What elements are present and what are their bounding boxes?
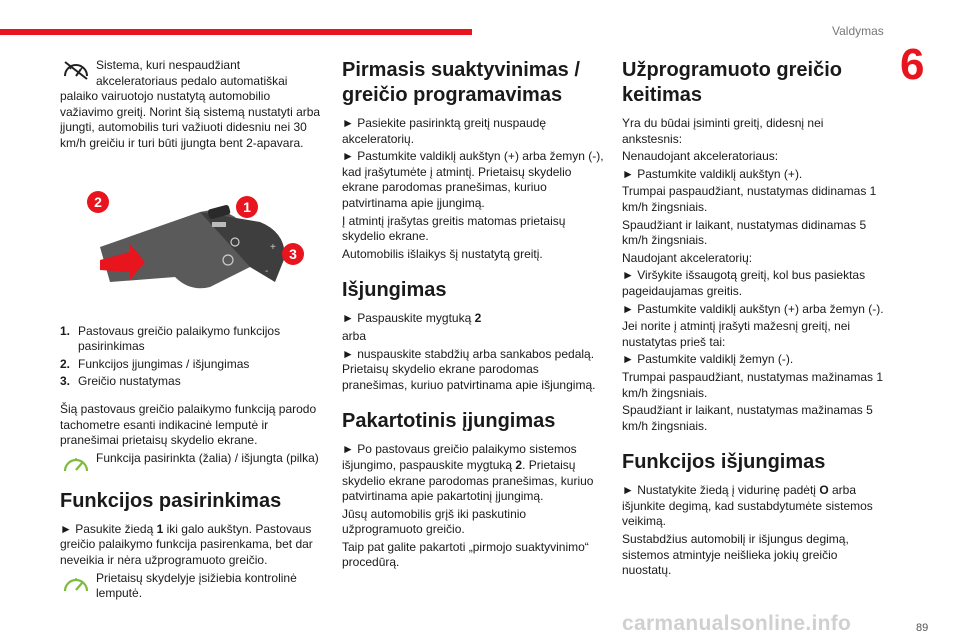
heading-speed-change: Užprogramuoto greičio keitimas bbox=[622, 59, 843, 106]
callout-3-label: 3 bbox=[289, 245, 297, 262]
off-line: ► nuspauskite stabdžių arba sankabos pedalą. Prietaisų skydelio ekrane parodomas pranešimas, kuriuo patvirtinama apie išjungimą. bbox=[342, 346, 596, 392]
column-2 bbox=[342, 58, 604, 573]
prog-line: Yra du būdai įsiminti greitį, didesnį nei ankstesnis: bbox=[622, 116, 824, 146]
heading-first-activation: Pirmasis suaktyvinimas / greičio programavimas bbox=[342, 59, 580, 106]
prog-line: Nenaudojant akceleratoriaus: bbox=[622, 149, 779, 164]
speedometer-green-icon bbox=[60, 451, 92, 475]
prog-line: ► Pastumkite valdiklį aukštyn (+) arba žemyn (-). bbox=[622, 301, 884, 316]
indicator-paragraph: Šią pastovaus greičio palaikymo funkciją parodo tachometre esanti indikacinė lemputė ir pranešimai prietaisų skydelio ekrane. bbox=[60, 401, 317, 448]
note-function-state-text: Funkcija pasirinkta (žalia) / išjungta (pilka) bbox=[96, 450, 319, 465]
prog-line: Spaudžiant ir laikant, nustatymas didinamas 5 km/h žingsniais. bbox=[622, 217, 867, 248]
prog-line: Naudojant akceleratorių: bbox=[622, 250, 753, 265]
off-or: arba bbox=[342, 328, 367, 343]
prog-line: ► Viršykite išsaugotą greitį, kol bus pasiektas pageidaujamas greitis. bbox=[622, 268, 866, 298]
legend-item: 1. Pastovaus greičio palaikymo funkcijos pasirinkimas bbox=[60, 323, 281, 354]
disable-line: ► Nustatykite žiedą į vidurinę padėtį O arba išjunkite degimą, kad sustabdytumėte sistemos veikimą. bbox=[622, 483, 873, 529]
chapter-number: 6 bbox=[900, 40, 925, 89]
column-1 bbox=[60, 58, 324, 602]
speedometer-green-icon bbox=[60, 571, 92, 595]
heading-function-selection: Funkcijos pasirinkimas bbox=[60, 489, 282, 512]
prog-line: Spaudžiant ir laikant, nustatymas mažinamas 5 km/h žingsniais. bbox=[622, 403, 873, 433]
re-line: ► Po pastovaus greičio palaikymo sistemos išjungimo, paspauskite mygtuką 2. Prietaisų skydelio ekrane parodomas pranešimas, kuriuo patvirtinama apie pakartotinį įjungimą. bbox=[342, 442, 594, 504]
note-warning-lamp bbox=[60, 571, 324, 602]
note-cruise-system bbox=[60, 58, 324, 152]
note-warning-lamp-text: Prietaisų skydelyje įsižiebia kontrolinė lemputė. bbox=[96, 570, 297, 601]
cruise-control-stalk-illustration bbox=[60, 162, 324, 312]
prog-line: ► Pastumkite valdiklį aukštyn (+). bbox=[622, 166, 803, 181]
off-line: ► Paspauskite mygtuką 2 bbox=[342, 311, 482, 326]
legend-item: 2. Funkcijos įjungimas / išjungimas bbox=[60, 356, 250, 371]
illustration-legend bbox=[60, 324, 324, 390]
prog-line: ► Pastumkite valdiklį žemyn (-). bbox=[622, 352, 794, 367]
re-line: Taip pat galite pakartoti „pirmojo suaktyvinimo“ procedūrą. bbox=[342, 539, 589, 570]
header-accent-bar bbox=[0, 29, 472, 35]
first-line: Į atmintį įrašytas greitis matomas prietaisų skydelio ekrane. bbox=[342, 213, 566, 244]
re-line: Jūsų automobilis grįš iki paskutinio užprogramuoto greičio. bbox=[342, 506, 527, 537]
disable-line: Sustabdžius automobilį ir išjungus degimą, sistemos atmintyje neišlieka jokių greičio nuostatų. bbox=[622, 532, 849, 578]
heading-function-disable: Funkcijos išjungimas bbox=[622, 451, 826, 474]
heading-deactivation: Išjungimas bbox=[342, 279, 447, 302]
column-3 bbox=[622, 58, 884, 581]
first-line: Automobilis išlaikys šį nustatytą greitį. bbox=[342, 246, 543, 261]
prog-line: Trumpai paspaudžiant, nustatymas mažinamas 1 km/h žingsniais. bbox=[622, 369, 884, 400]
first-line: ► Pasiekite pasirinktą greitį nuspaudę akceleratorių. bbox=[342, 116, 546, 146]
svg-text:-: - bbox=[265, 265, 269, 277]
callout-2-label: 2 bbox=[94, 193, 102, 210]
svg-text:+: + bbox=[270, 241, 276, 253]
callout-1-label: 1 bbox=[243, 198, 251, 215]
section-title: Valdymas bbox=[832, 24, 884, 38]
legend-item: 3. Greičio nustatymas bbox=[60, 374, 181, 389]
speedometer-crossed-icon bbox=[60, 58, 92, 82]
heading-reactivation: Pakartotinis įjungimas bbox=[342, 410, 556, 433]
select-paragraph: ► Pasukite žiedą 1 iki galo aukštyn. Pastovaus greičio palaikymo funkcija pasirenkama, bet dar neveikia ir nėra užprogramuoto greičio. bbox=[60, 521, 313, 567]
note-cruise-text: Sistema, kuri nespaudžiant akceleratoriaus pedalo automatiškai palaiko vairuotojo nustatytą automobilio važiavimo greitį. Norint šią sistemą nustatyti arba įjungti, automobilis turi važiuoti didesniu nei 30 km/h greičiu ir turi būti įjungta bent 2-apavara. bbox=[60, 58, 321, 150]
prog-line: Trumpai paspaudžiant, nustatymas didinamas 1 km/h žingsniais. bbox=[622, 184, 877, 214]
page-number: 89 bbox=[916, 622, 929, 634]
prog-line: Jei norite į atmintį įrašyti mažesnį greitį, nei nustatytas prieš tai: bbox=[622, 319, 851, 349]
note-function-state bbox=[60, 451, 324, 475]
watermark: carmanualsonline.info bbox=[622, 612, 852, 635]
first-line: ► Pastumkite valdiklį aukštyn (+) arba žemyn (-), kad įrašytumėte į atmintį. Prietaisų skydelio ekrane parodomas pranešimas, kuriuo patvirtinama apie įjungimą. bbox=[342, 149, 604, 210]
